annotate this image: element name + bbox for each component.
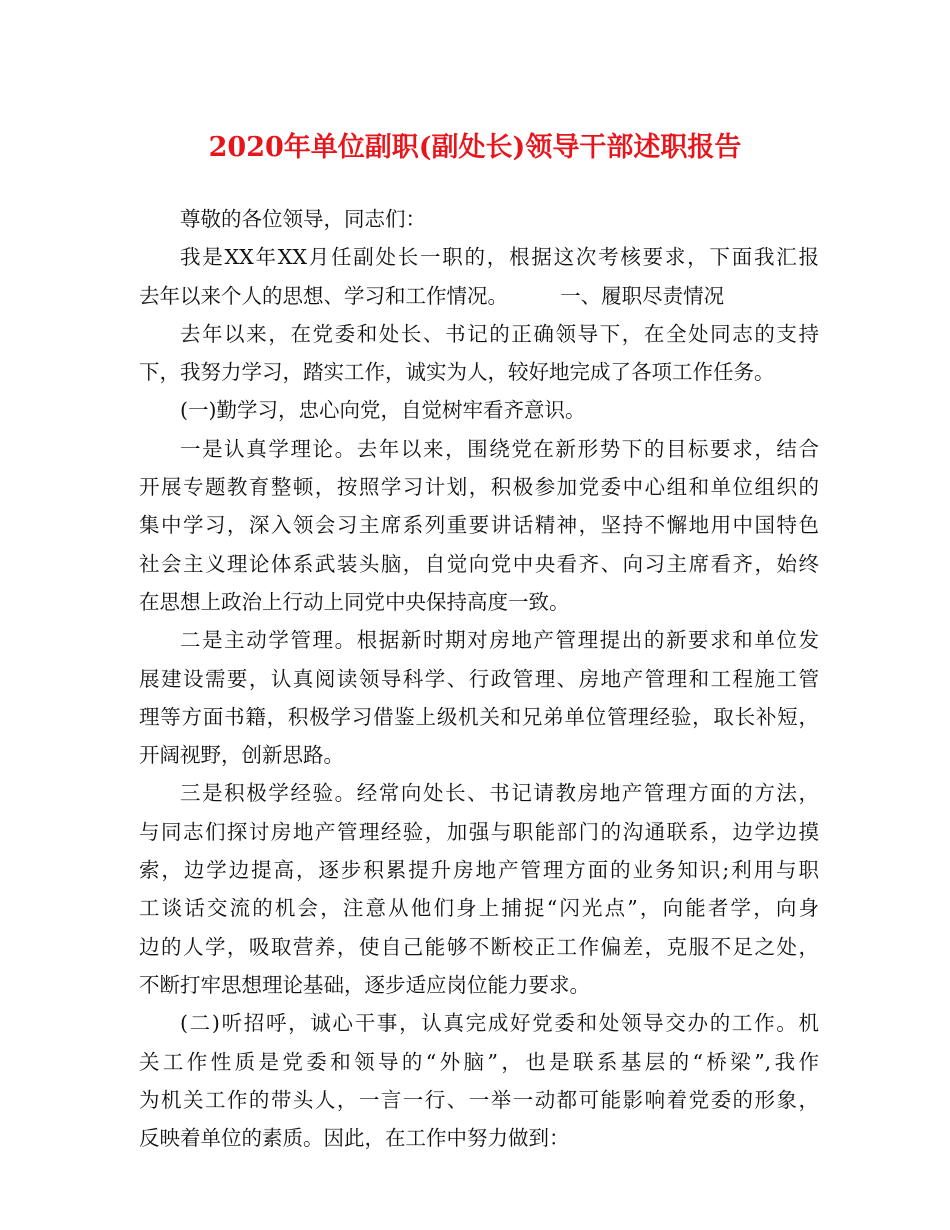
text-line: 一是认真学理论。去年以来，围绕党在新形势下的目标要求，结合 xyxy=(180,436,819,461)
text-line: 集中学习，深入领会习主席系列重要讲话精神，坚持不懈地用中国特色 xyxy=(139,513,819,538)
text-line: 反映着单位的素质。因此，在工作中努力做到： xyxy=(139,1126,570,1151)
text-line: 开阔视野，创新思路。 xyxy=(139,743,344,768)
text-line: 开展专题教育整顿，按照学习计划，积极参加党委中心组和单位组织的 xyxy=(139,475,819,500)
text-line: 尊敬的各位领导，同志们： xyxy=(180,207,426,231)
text-line: 在思想上政治上行动上同党中央保持高度一致。 xyxy=(139,589,570,614)
text-line: 去年以来个人的思想、学习和工作情况。 一、履职尽责情况 xyxy=(139,283,725,308)
text-line: 我是XX年XX月任副处长一职的，根据这次考核要求，下面我汇报 xyxy=(180,245,819,270)
text-line: 与同志们探讨房地产管理经验，加强与职能部门的沟通联系，边学边摸 xyxy=(139,819,819,844)
text-line: 理等方面书籍，积极学习借鉴上级机关和兄弟单位管理经验，取长补短， xyxy=(139,704,819,729)
text-line: 二是主动学管理。根据新时期对房地产管理提出的新要求和单位发 xyxy=(180,628,819,653)
text-line: 展建设需要，认真阅读领导科学、行政管理、房地产管理和工程施工管 xyxy=(139,666,819,691)
text-line: 工谈话交流的机会，注意从他们身上捕捉“闪光点”，向能者学，向身 xyxy=(139,896,819,921)
text-line: 社会主义理论体系武装头脑，自觉向党中央看齐、向习主席看齐，始终 xyxy=(139,551,819,576)
text-line: 边的人学，吸取营养，使自己能够不断校正工作偏差，克服不足之处， xyxy=(139,934,819,959)
text-line: 三是积极学经验。经常向处长、书记请教房地产管理方面的方法， xyxy=(180,781,819,806)
text-line: 不断打牢思想理论基础，逐步适应岗位能力要求。 xyxy=(139,972,590,997)
document-title: 2020年单位副职(副处长)领导干部述职报告 xyxy=(208,132,742,163)
text-line: 关工作性质是党委和领导的“外脑”，也是联系基层的“桥梁”,我作 xyxy=(139,1049,819,1074)
text-line: (二)听招呼，诚心干事，认真完成好党委和处领导交办的工作。机 xyxy=(180,1011,819,1036)
text-line: 去年以来，在党委和处长、书记的正确领导下，在全处同志的支持 xyxy=(180,321,819,346)
text-line: 索，边学边提高，逐步积累提升房地产管理方面的业务知识;利用与职 xyxy=(139,858,819,883)
text-line: 为机关工作的带头人，一言一行、一举一动都可能影响着党委的形象， xyxy=(139,1087,819,1112)
document-body xyxy=(139,200,819,1157)
text-line: 下，我努力学习，踏实工作，诚实为人，较好地完成了各项工作任务。 xyxy=(139,360,775,385)
text-line: (一)勤学习，忠心向党，自觉树牢看齐意识。 xyxy=(180,398,586,423)
